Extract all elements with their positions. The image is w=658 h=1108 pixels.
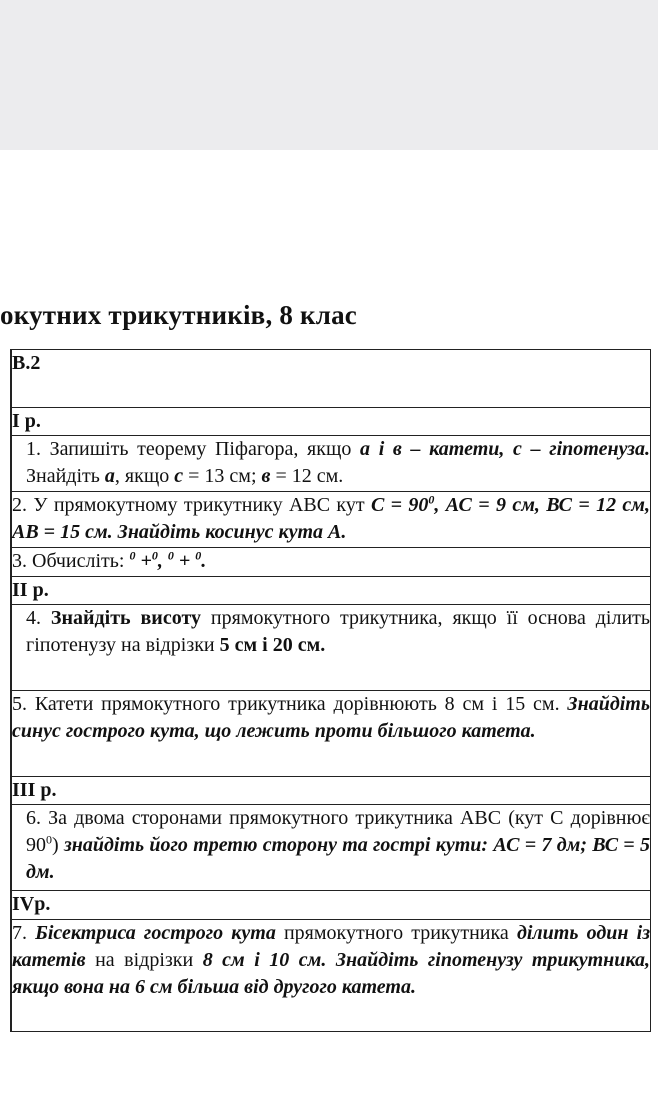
table-row <box>11 548 651 577</box>
table-row <box>11 350 651 408</box>
task-6: 6. За двома сторонами прямокутного трикутника АВС (кут С дорівнює $90^0$) знайдіть його третю сторону та гострі кути: АС = 7 дм; ВС = 5 дм. <box>12 805 651 891</box>
task-7: 7. Бісектриса гострого кута прямокутного трикутника ділить один із катетів на відрізки 8 см і 10 см. Знайдіть гіпотенузу трикутника, якщо вона на 6 см більша від другого катета. <box>12 920 651 1032</box>
level-2-label: ІІ р. <box>12 579 49 601</box>
task-1: 1. Запишіть теорему Піфагора, якщо а і в – катети, с – гіпотенуза. Знайдіть а, якщо с = 13 см; в = 12 см. <box>12 436 651 492</box>
task-3: 3. Обчисліть: $^0$ +$^0$, $^0$ + $^0$. <box>12 548 651 577</box>
level-4-label: IVр. <box>12 893 51 915</box>
table-row <box>11 577 651 605</box>
table-row <box>11 605 651 691</box>
variant-label: В.2 <box>12 352 41 374</box>
table-row <box>11 492 651 548</box>
table-row <box>11 891 651 920</box>
table-row <box>11 691 651 777</box>
task-2: 2. У прямокутному трикутнику АВС кут $С = 90^0$, АС = 9 см, ВС = 12 см, АВ = 15 см. Знайдіть косинус кута А. <box>12 492 651 548</box>
task-5: 5. Катети прямокутного трикутника дорівнюють 8 см і 15 см. Знайдіть синус гострого кута, що лежить проти більшого катета. <box>12 691 651 777</box>
page-title: окутних трикутників, 8 клас <box>0 300 357 330</box>
tasks-table <box>10 349 651 1032</box>
level-1-label: І р. <box>12 410 41 432</box>
top-gray-bar <box>0 0 658 150</box>
table-row <box>11 920 651 1032</box>
table-row <box>11 408 651 436</box>
level-3-label: ІІІ р. <box>12 779 57 801</box>
table-row <box>11 777 651 805</box>
task-4: 4. Знайдіть висоту прямокутного трикутника, якщо її основа ділить гіпотенузу на відрізки 5 см і 20 см. <box>12 605 651 691</box>
table-row <box>11 805 651 891</box>
table-row <box>11 436 651 492</box>
